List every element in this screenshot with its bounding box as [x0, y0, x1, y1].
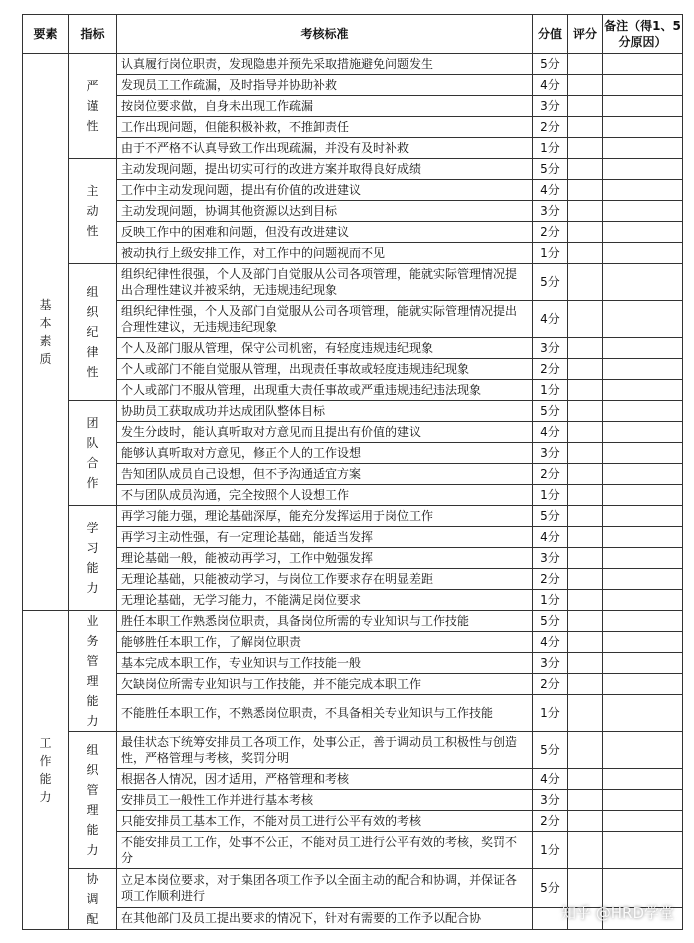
- table-row: [23, 569, 683, 590]
- score-cell: 4分: [533, 527, 568, 548]
- remarks-cell[interactable]: [603, 569, 683, 590]
- table-row: [23, 201, 683, 222]
- indicator-cell: [69, 611, 117, 732]
- score-cell: 4分: [533, 301, 568, 338]
- rating-cell[interactable]: [568, 632, 603, 653]
- indicator-char: 严: [86, 79, 99, 93]
- rating-cell[interactable]: [568, 674, 603, 695]
- remarks-cell[interactable]: [603, 180, 683, 201]
- table-row: [23, 590, 683, 611]
- criteria-cell: 再学习主动性强，有一定理论基础，能适当发挥: [117, 527, 533, 548]
- category-char: 力: [39, 790, 52, 804]
- criteria-cell: 个人或部门不能自觉服从管理，出现责任事故或轻度违规违纪现象: [117, 359, 533, 380]
- indicator-char: 习: [86, 541, 99, 555]
- score-cell: 1分: [533, 138, 568, 159]
- indicator-char: 配: [86, 912, 99, 926]
- rating-cell[interactable]: [568, 180, 603, 201]
- header-rating: 评分: [568, 15, 603, 54]
- remarks-cell[interactable]: [603, 790, 683, 811]
- remarks-cell[interactable]: [603, 443, 683, 464]
- criteria-cell: 组织纪律性很强，个人及部门自觉服从公司各项管理，能就实际管理情况提出合理性建议并被采纳，无违规违纪现象: [117, 264, 533, 301]
- indicator-char: 调: [86, 892, 99, 906]
- indicator-char: 学: [86, 521, 99, 535]
- indicator-cell: [69, 506, 117, 611]
- table-row: [23, 422, 683, 443]
- indicator-char: 性: [86, 119, 99, 133]
- indicator-char: 协: [86, 872, 99, 886]
- score-cell: 5分: [533, 401, 568, 422]
- rating-cell[interactable]: [568, 590, 603, 611]
- remarks-cell[interactable]: [603, 506, 683, 527]
- category-cell: [23, 54, 69, 611]
- score-cell: 2分: [533, 117, 568, 138]
- indicator-cell: [69, 401, 117, 506]
- rating-cell[interactable]: [568, 443, 603, 464]
- rating-cell[interactable]: [568, 264, 603, 301]
- score-cell: 1分: [533, 243, 568, 264]
- score-cell: 4分: [533, 632, 568, 653]
- criteria-cell: 无理论基础，无学习能力，不能满足岗位要求: [117, 590, 533, 611]
- table-row: [23, 485, 683, 506]
- score-cell: 3分: [533, 653, 568, 674]
- table-row: [23, 464, 683, 485]
- remarks-cell[interactable]: [603, 527, 683, 548]
- category-char: 基: [39, 298, 52, 312]
- indicator-char: 力: [86, 714, 99, 728]
- score-cell: 2分: [533, 359, 568, 380]
- criteria-cell: 能够认真听取对方意见，修正个人的工作设想: [117, 443, 533, 464]
- indicator-char: 织: [86, 305, 99, 319]
- remarks-cell[interactable]: [603, 769, 683, 790]
- indicator-char: 能: [86, 823, 99, 837]
- score-cell: 3分: [533, 96, 568, 117]
- remarks-cell[interactable]: [603, 732, 683, 769]
- indicator-cell: [69, 732, 117, 869]
- criteria-cell: 无理论基础，只能被动学习，与岗位工作要求存在明显差距: [117, 569, 533, 590]
- score-cell: 5分: [533, 611, 568, 632]
- remarks-cell[interactable]: [603, 590, 683, 611]
- score-cell: 1分: [533, 695, 568, 732]
- indicator-char: 团: [86, 416, 99, 430]
- remarks-cell[interactable]: [603, 464, 683, 485]
- table-row: [23, 96, 683, 117]
- score-cell: 3分: [533, 790, 568, 811]
- rating-cell[interactable]: [568, 401, 603, 422]
- indicator-char: 能: [86, 561, 99, 575]
- remarks-cell[interactable]: [603, 401, 683, 422]
- score-cell: 4分: [533, 769, 568, 790]
- criteria-cell: 立足本岗位要求，对于集团各项工作予以全面主动的配合和协调，并保证各项工作顺利进行: [117, 869, 533, 908]
- indicator-char: 律: [86, 345, 99, 359]
- score-cell: 3分: [533, 201, 568, 222]
- header-score: 分值: [533, 15, 568, 54]
- remarks-cell[interactable]: [603, 380, 683, 401]
- remarks-cell[interactable]: [603, 632, 683, 653]
- table-row: [23, 548, 683, 569]
- rating-cell[interactable]: [568, 611, 603, 632]
- rating-cell[interactable]: [568, 338, 603, 359]
- rating-cell[interactable]: [568, 422, 603, 443]
- score-cell: 3分: [533, 443, 568, 464]
- criteria-cell: 不能胜任本职工作，不熟悉岗位职责，不具备相关专业知识与工作技能: [117, 695, 533, 732]
- assessment-table: [22, 14, 683, 930]
- remarks-cell[interactable]: [603, 201, 683, 222]
- score-cell: 5分: [533, 732, 568, 769]
- remarks-cell[interactable]: [603, 548, 683, 569]
- criteria-cell: 再学习能力强，理论基础深厚，能充分发挥运用于岗位工作: [117, 506, 533, 527]
- remarks-cell[interactable]: [603, 653, 683, 674]
- rating-cell[interactable]: [568, 769, 603, 790]
- indicator-char: 主: [86, 184, 99, 198]
- table-row: [23, 301, 683, 338]
- rating-cell[interactable]: [568, 243, 603, 264]
- remarks-cell[interactable]: [603, 832, 683, 869]
- indicator-char: 纪: [86, 325, 99, 339]
- table-row: [23, 222, 683, 243]
- criteria-cell: 发生分歧时，能认真听取对方意见而且提出有价值的建议: [117, 422, 533, 443]
- criteria-cell: 不与团队成员沟通，完全按照个人设想工作: [117, 485, 533, 506]
- assessment-sheet: [22, 14, 682, 930]
- table-row: [23, 527, 683, 548]
- criteria-cell: 认真履行岗位职责，发现隐患并预先采取措施避免问题发生: [117, 54, 533, 75]
- criteria-cell: 只能安排员工基本工作，不能对员工进行公平有效的考核: [117, 811, 533, 832]
- indicator-char: 理: [86, 674, 99, 688]
- remarks-cell[interactable]: [603, 138, 683, 159]
- indicator-char: 性: [86, 224, 99, 238]
- indicator-cell: [69, 159, 117, 264]
- criteria-cell: 被动执行上级安排工作，对工作中的问题视而不见: [117, 243, 533, 264]
- rating-cell[interactable]: [568, 380, 603, 401]
- remarks-cell[interactable]: [603, 611, 683, 632]
- indicator-char: 谨: [86, 99, 99, 113]
- header-remarks: 备注（得1、5分原因）: [603, 15, 683, 54]
- score-cell: 2分: [533, 674, 568, 695]
- table-row: [23, 611, 683, 632]
- score-cell: 2分: [533, 222, 568, 243]
- header-indicator: 指标: [69, 15, 117, 54]
- remarks-cell[interactable]: [603, 243, 683, 264]
- indicator-char: 组: [86, 285, 99, 299]
- score-cell: 5分: [533, 264, 568, 301]
- indicator-char: 管: [86, 654, 99, 668]
- score-cell: 3分: [533, 548, 568, 569]
- rating-cell[interactable]: [568, 811, 603, 832]
- criteria-cell: 理论基础一般，能被动再学习，工作中勉强发挥: [117, 548, 533, 569]
- score-cell: 5分: [533, 869, 568, 908]
- table-row: [23, 769, 683, 790]
- criteria-cell: 个人或部门不服从管理，出现重大责任事故或严重违规违纪违法现象: [117, 380, 533, 401]
- rating-cell[interactable]: [568, 485, 603, 506]
- score-cell: 2分: [533, 569, 568, 590]
- criteria-cell: 反映工作中的困难和问题，但没有改进建议: [117, 222, 533, 243]
- rating-cell[interactable]: [568, 569, 603, 590]
- criteria-cell: 最佳状态下统筹安排员工各项工作，处事公正，善于调动员工积极性与创造性，严格管理与考核，奖罚分明: [117, 732, 533, 769]
- table-row: [23, 264, 683, 301]
- criteria-cell: 个人及部门服从管理，保守公司机密，有轻度违规违纪现象: [117, 338, 533, 359]
- indicator-char: 能: [86, 694, 99, 708]
- header-row: [23, 15, 683, 54]
- indicator-char: 力: [86, 843, 99, 857]
- criteria-cell: 工作中主动发现问题，提出有价值的改进建议: [117, 180, 533, 201]
- rating-cell[interactable]: [568, 159, 603, 180]
- remarks-cell[interactable]: [603, 485, 683, 506]
- indicator-char: 业: [86, 614, 99, 628]
- rating-cell[interactable]: [568, 732, 603, 769]
- indicator-char: 理: [86, 803, 99, 817]
- rating-cell[interactable]: [568, 653, 603, 674]
- table-row: [23, 359, 683, 380]
- remarks-cell[interactable]: [603, 359, 683, 380]
- indicator-char: 务: [86, 634, 99, 648]
- rating-cell[interactable]: [568, 548, 603, 569]
- rating-cell[interactable]: [568, 527, 603, 548]
- score-cell: 5分: [533, 159, 568, 180]
- table-row: [23, 674, 683, 695]
- criteria-cell: 主动发现问题，提出切实可行的改进方案并取得良好成绩: [117, 159, 533, 180]
- indicator-cell: [69, 54, 117, 159]
- criteria-cell: 安排员工一般性工作并进行基本考核: [117, 790, 533, 811]
- indicator-char: 合: [86, 456, 99, 470]
- assessment-body: [23, 54, 683, 930]
- table-row: [23, 811, 683, 832]
- table-row: [23, 443, 683, 464]
- table-row: [23, 75, 683, 96]
- rating-cell[interactable]: [568, 75, 603, 96]
- score-cell: 1分: [533, 832, 568, 869]
- remarks-cell[interactable]: [603, 96, 683, 117]
- indicator-char: 队: [86, 436, 99, 450]
- table-row: [23, 138, 683, 159]
- category-char: 作: [39, 754, 52, 768]
- rating-cell[interactable]: [568, 301, 603, 338]
- rating-cell[interactable]: [568, 832, 603, 869]
- category-char: 工: [39, 736, 52, 750]
- score-cell: 3分: [533, 338, 568, 359]
- table-row: [23, 54, 683, 75]
- table-row: [23, 695, 683, 732]
- table-row: [23, 832, 683, 869]
- table-row: [23, 632, 683, 653]
- score-cell: 2分: [533, 464, 568, 485]
- criteria-cell: 由于不严格不认真导致工作出现疏漏，并没有及时补救: [117, 138, 533, 159]
- criteria-cell: 主动发现问题，协调其他资源以达到目标: [117, 201, 533, 222]
- criteria-cell: 不能安排员工工作，处事不公正，不能对员工进行公平有效的考核，奖罚不分: [117, 832, 533, 869]
- score-cell: 5分: [533, 506, 568, 527]
- remarks-cell[interactable]: [603, 674, 683, 695]
- criteria-cell: 工作出现问题，但能积极补救，不推卸责任: [117, 117, 533, 138]
- remarks-cell[interactable]: [603, 159, 683, 180]
- rating-cell[interactable]: [568, 96, 603, 117]
- criteria-cell: 能够胜任本职工作，了解岗位职责: [117, 632, 533, 653]
- score-cell: 4分: [533, 75, 568, 96]
- watermark: 知乎 @HRD学堂: [560, 904, 674, 922]
- table-row: [23, 380, 683, 401]
- criteria-cell: 根据各人情况，因才适用，严格管理和考核: [117, 769, 533, 790]
- indicator-cell: [69, 264, 117, 401]
- criteria-cell: 基本完成本职工作，专业知识与工作技能一般: [117, 653, 533, 674]
- indicator-char: 动: [86, 204, 99, 218]
- indicator-cell: [69, 869, 117, 930]
- score-cell: 2分: [533, 811, 568, 832]
- remarks-cell[interactable]: [603, 811, 683, 832]
- indicator-char: 力: [86, 581, 99, 595]
- remarks-cell[interactable]: [603, 422, 683, 443]
- table-row: [23, 401, 683, 422]
- criteria-cell: 胜任本职工作熟悉岗位职责，具备岗位所需的专业知识与工作技能: [117, 611, 533, 632]
- remarks-cell[interactable]: [603, 338, 683, 359]
- score-cell: 4分: [533, 180, 568, 201]
- criteria-cell: 组织纪律性强，个人及部门自觉服从公司各项管理，能就实际管理情况提出合理性建议，无违规违纪现象: [117, 301, 533, 338]
- rating-cell[interactable]: [568, 506, 603, 527]
- rating-cell[interactable]: [568, 464, 603, 485]
- table-row: [23, 506, 683, 527]
- score-cell: 1分: [533, 380, 568, 401]
- header-element: 要素: [23, 15, 69, 54]
- score-cell: 1分: [533, 590, 568, 611]
- remarks-cell[interactable]: [603, 301, 683, 338]
- rating-cell[interactable]: [568, 695, 603, 732]
- indicator-char: 作: [86, 476, 99, 490]
- category-cell: [23, 611, 69, 930]
- criteria-cell: 协助员工获取成功并达成团队整体目标: [117, 401, 533, 422]
- category-char: 质: [39, 352, 52, 366]
- rating-cell[interactable]: [568, 117, 603, 138]
- indicator-char: 管: [86, 783, 99, 797]
- indicator-char: 织: [86, 763, 99, 777]
- criteria-cell: 在其他部门及员工提出要求的情况下，针对有需要的工作予以配合协: [117, 907, 533, 929]
- remarks-cell[interactable]: [603, 54, 683, 75]
- remarks-cell[interactable]: [603, 75, 683, 96]
- criteria-cell: 欠缺岗位所需专业知识与工作技能，并不能完成本职工作: [117, 674, 533, 695]
- table-row: [23, 653, 683, 674]
- header-criteria: 考核标准: [117, 15, 533, 54]
- rating-cell[interactable]: [568, 790, 603, 811]
- indicator-char: 性: [86, 365, 99, 379]
- category-char: 素: [39, 334, 52, 348]
- criteria-cell: 告知团队成员自己设想，但不予沟通适宜方案: [117, 464, 533, 485]
- score-cell: 5分: [533, 54, 568, 75]
- criteria-cell: 按岗位要求做，自身未出现工作疏漏: [117, 96, 533, 117]
- criteria-cell: 发现员工工作疏漏，及时指导并协助补救: [117, 75, 533, 96]
- remarks-cell[interactable]: [603, 222, 683, 243]
- category-char: 能: [39, 772, 52, 786]
- remarks-cell[interactable]: [603, 117, 683, 138]
- table-row: [23, 732, 683, 769]
- table-row: [23, 180, 683, 201]
- rating-cell[interactable]: [568, 138, 603, 159]
- rating-cell[interactable]: [568, 201, 603, 222]
- category-char: 本: [39, 316, 52, 330]
- table-row: [23, 338, 683, 359]
- rating-cell[interactable]: [568, 222, 603, 243]
- score-cell: 4分: [533, 422, 568, 443]
- table-row: [23, 159, 683, 180]
- score-cell: 1分: [533, 485, 568, 506]
- rating-cell[interactable]: [568, 54, 603, 75]
- table-row: [23, 117, 683, 138]
- indicator-char: 组: [86, 743, 99, 757]
- remarks-cell[interactable]: [603, 264, 683, 301]
- rating-cell[interactable]: [568, 359, 603, 380]
- table-row: [23, 790, 683, 811]
- table-row: [23, 243, 683, 264]
- remarks-cell[interactable]: [603, 695, 683, 732]
